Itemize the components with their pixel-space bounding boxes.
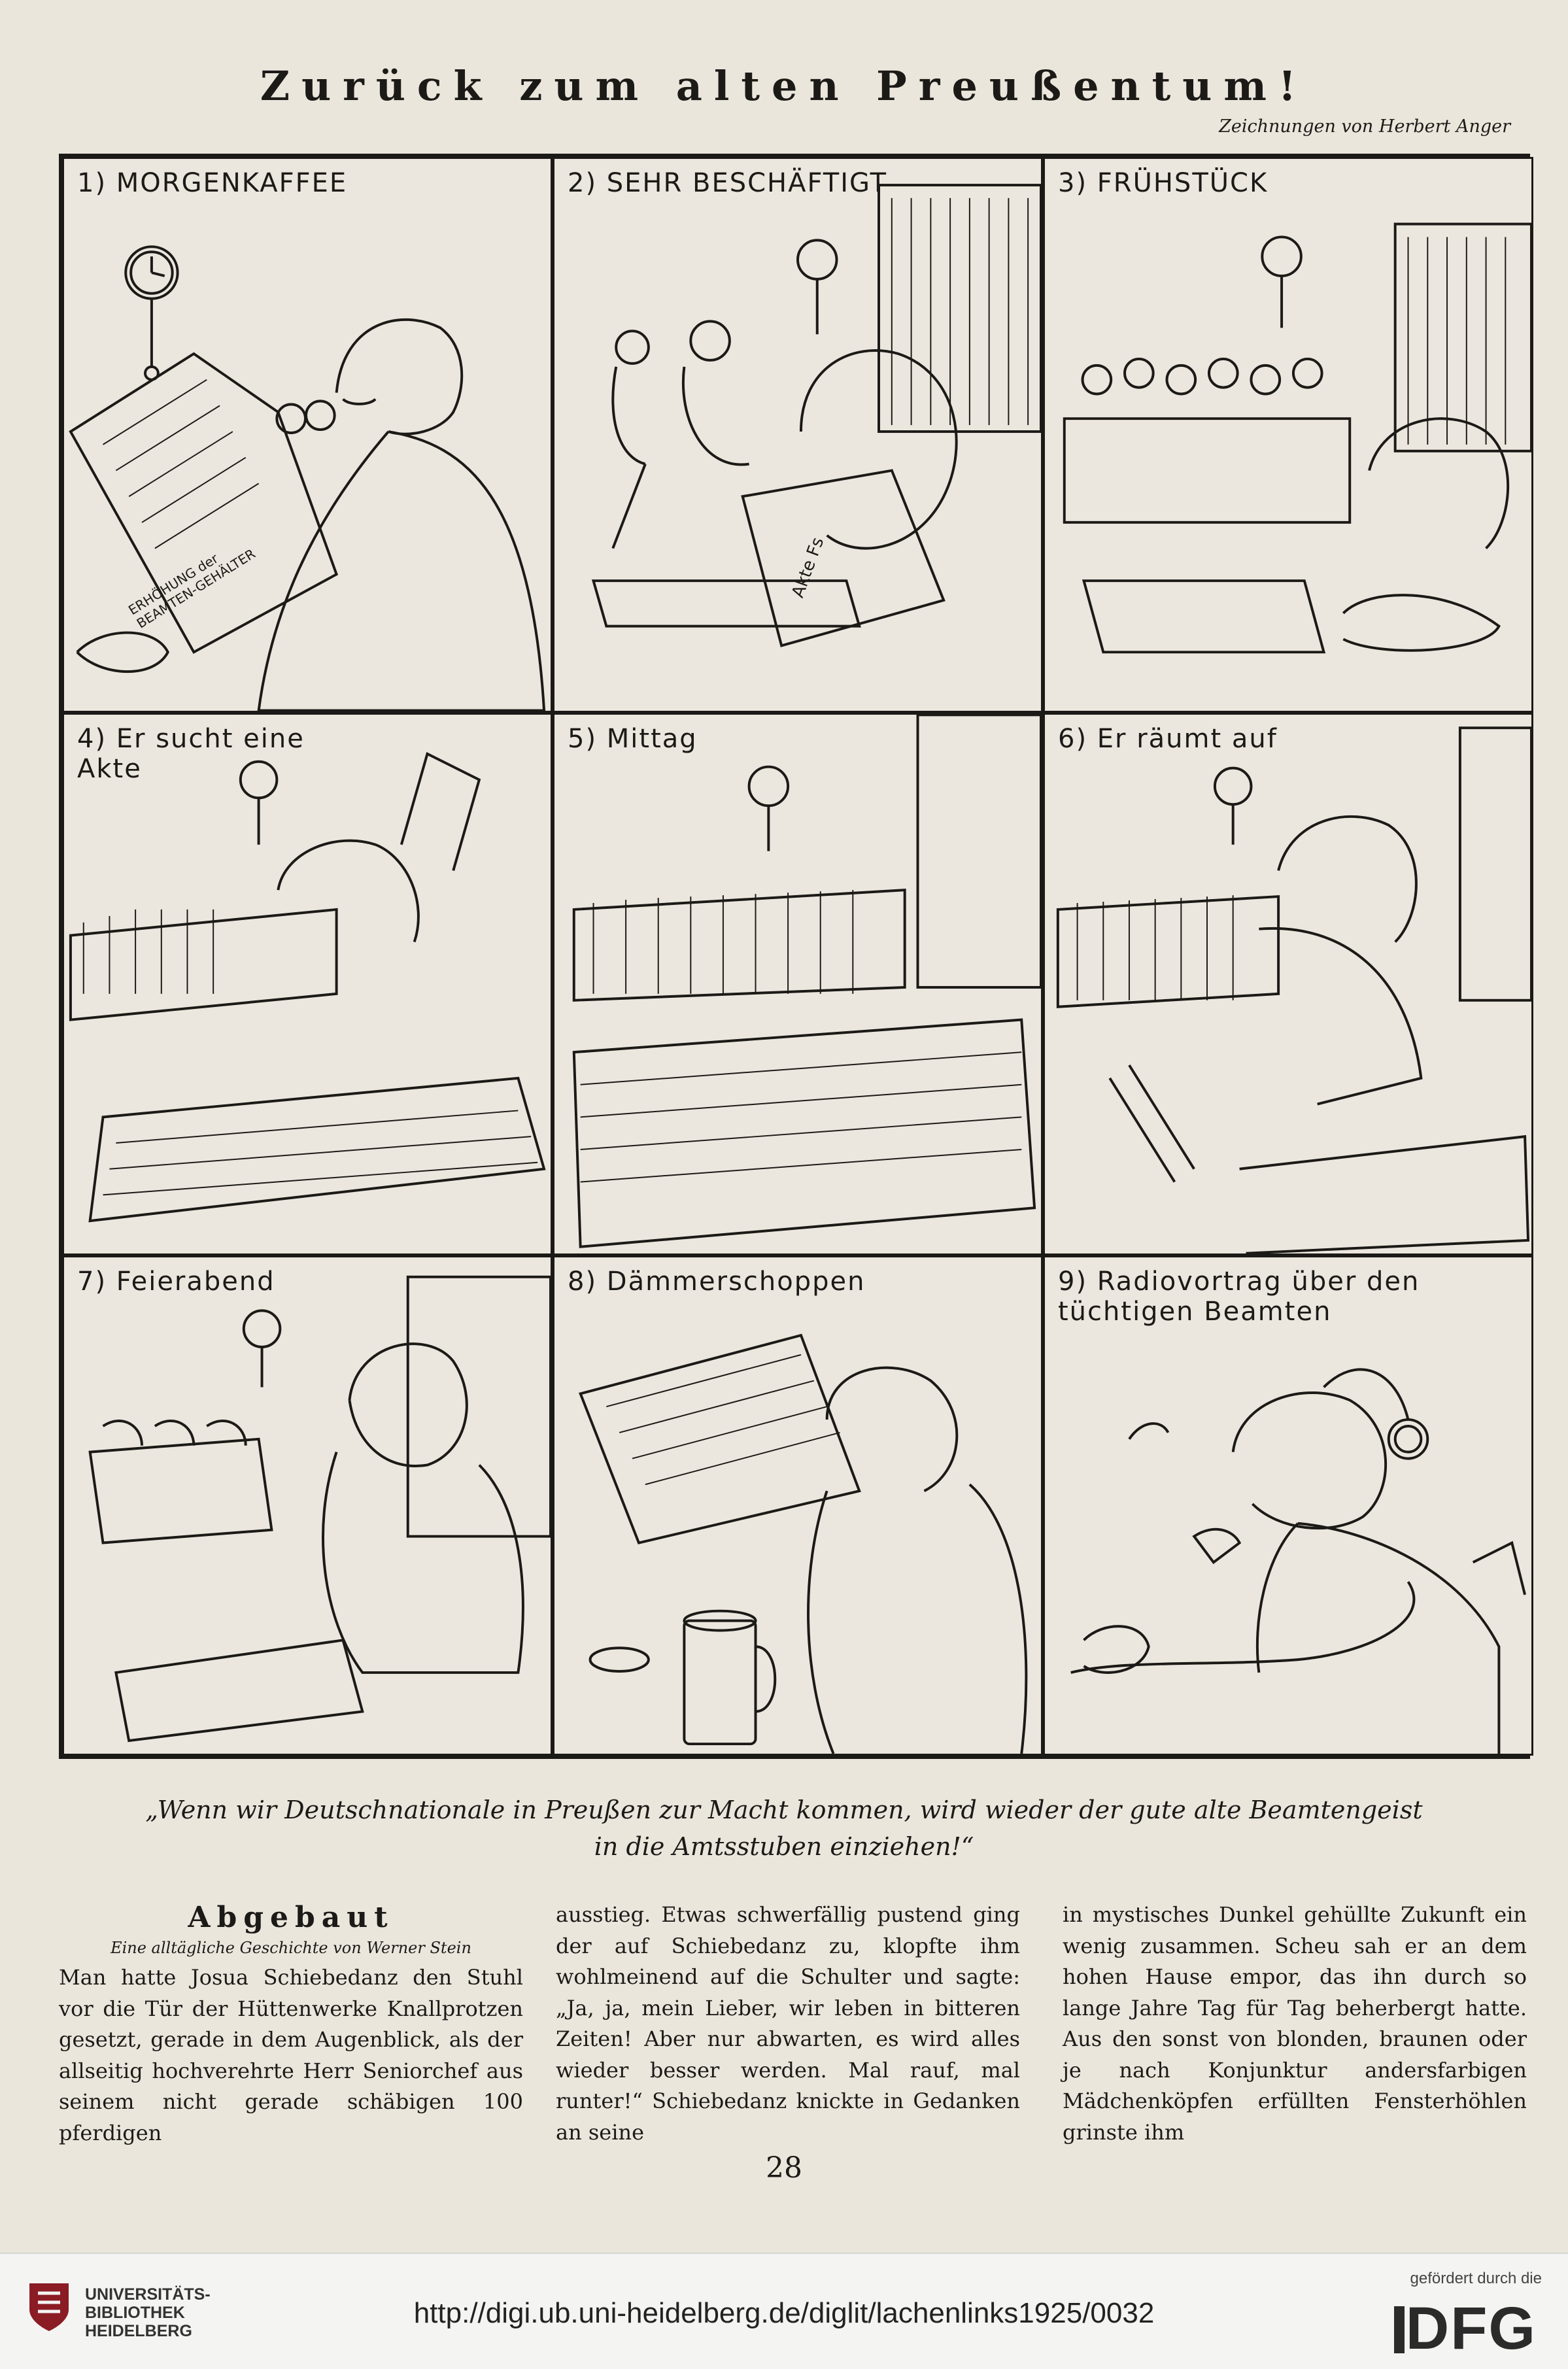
comic-panel-6 xyxy=(1043,713,1533,1255)
panel-2-file-text: Akte Fs xyxy=(788,534,828,601)
uni-line-2: BIBLIOTHEK xyxy=(85,2304,185,2322)
panel-1-label: 1) MORGENKAFFEE xyxy=(77,168,348,198)
dfg-logo-bar xyxy=(1394,2306,1405,2353)
panel-3-label: 3) FRÜHSTÜCK xyxy=(1058,168,1269,198)
page-number: 28 xyxy=(766,2151,802,2185)
panel-5-drawing xyxy=(554,715,1041,1253)
comic-panel-2 xyxy=(553,157,1043,713)
panel-2-label: 2) SEHR BESCHÄFTIGT xyxy=(568,168,888,198)
dfg-logo[interactable]: DFG xyxy=(1405,2295,1537,2362)
comic-panel-9 xyxy=(1043,1255,1533,1756)
story-title: Abgebaut xyxy=(188,1901,394,1934)
panel-2-drawing xyxy=(554,159,1041,711)
panel-4-label: 4) Er sucht eine Akte xyxy=(77,724,305,784)
panel-3-drawing xyxy=(1045,159,1531,711)
comic-panel-8 xyxy=(553,1255,1043,1756)
comic-panel-3 xyxy=(1043,157,1533,713)
panel-1-newspaper-text: ERHÖHUNG der BEAMTEN-GEHÄLTER xyxy=(125,545,258,632)
comic-caption xyxy=(144,1792,1424,1865)
uni-line-3: HEIDELBERG xyxy=(85,2322,192,2340)
uni-line-1: UNIVERSITÄTS- xyxy=(85,2285,211,2304)
panel-1-drawing xyxy=(64,159,551,711)
caption-line-2: in die Amtsstuben einziehen!“ xyxy=(594,1832,974,1861)
panel-6-drawing xyxy=(1045,715,1531,1253)
panel-4-drawing xyxy=(64,715,551,1253)
illustrator-credit: Zeichnungen von Herbert Anger xyxy=(1219,116,1510,137)
story-column-2: ausstieg. Etwas schwerfällig pustend ging der auf Schiebedanz zu, klopfte ihm wohlmeinend auf die Schulter und sagte: „Ja, ja, mein Lieber, wir leben in bitteren Zeiten! Aber nur abwarten, es wird alles wieder besser werden. Mal rauf, mal runter!“ Schiebedanz knickte in Gedanken an seine xyxy=(556,1902,1020,2145)
comic-grid xyxy=(59,154,1530,1759)
panel-9-drawing xyxy=(1045,1257,1531,1754)
comic-panel-1 xyxy=(62,157,553,713)
panel-7-label: 7) Feierabend xyxy=(77,1267,275,1297)
funding-note: gefördert durch die xyxy=(1410,2270,1542,2287)
panel-9-label: 9) Radiovortrag über den tüchtigen Beamten xyxy=(1058,1267,1420,1327)
story-column-3: in mystisches Dunkel gehüllte Zukunft ein wenig zusammen. Scheu sah er an dem hohen Hause empor, das ihn durch so lange Jahre Tag für Tag beherbergt hatte. Aus den sonst von blonden, braunen oder je nach Konjunktur andersfarbigen Mädchenköpfen erfüllten Fensterhöhlen grinste ihm xyxy=(1063,1902,1527,2145)
comic-panel-7 xyxy=(62,1255,553,1756)
page-title: Zurück zum alten Preußentum! xyxy=(260,62,1308,110)
comic-panel-4 xyxy=(62,713,553,1255)
story-column-1 xyxy=(59,1900,523,2149)
story-text-1: Man hatte Josua Schiebedanz den Stuhl vor die Tür der Hüttenwerke Knallprotzen gesetzt, gerade in dem Augenblick, als der allseitig hochverehrte Herr Seniorchef aus seinem nicht gerade schäbigen 100 pferdigen xyxy=(59,1965,523,2145)
panel-7-drawing xyxy=(64,1257,551,1754)
story-subtitle: Eine alltägliche Geschichte von Werner Stein xyxy=(111,1939,471,1957)
panel-5-label: 5) Mittag xyxy=(568,724,698,754)
panel-8-drawing xyxy=(554,1257,1041,1754)
viewer-footer xyxy=(0,2253,1568,2369)
panel-8-label: 8) Dämmerschoppen xyxy=(568,1267,866,1297)
panel-6-label: 6) Er räumt auf xyxy=(1058,724,1278,754)
caption-line-1: „Wenn wir Deutschnationale in Preußen zur Macht kommen, wird wieder der gute alte Beamtengeist xyxy=(145,1796,1423,1824)
permalink-url[interactable]: http://digi.ub.uni-heidelberg.de/diglit/lachenlinks1925/0032 xyxy=(413,2297,1155,2329)
comic-panel-5 xyxy=(553,713,1043,1255)
